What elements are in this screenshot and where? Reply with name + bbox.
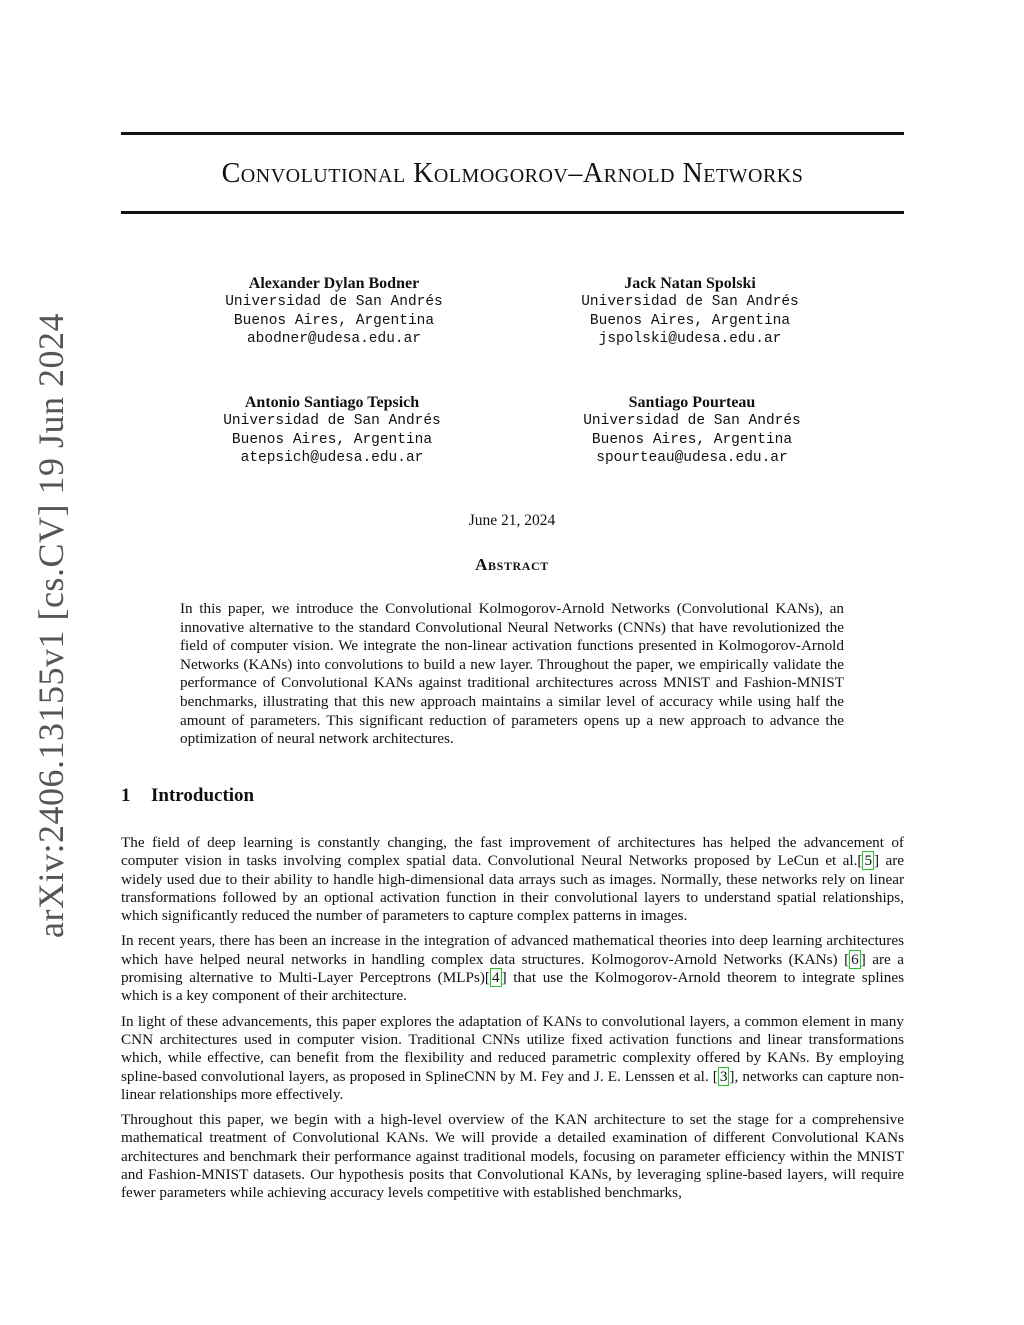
author-location: Buenos Aires, Argentina xyxy=(589,312,791,329)
text-run: are a promising alternative to Multi-Layer Perceptrons (MLPs) xyxy=(121,950,904,987)
author-name: Alexander Dylan Bodner xyxy=(248,275,420,292)
arxiv-sidebar-id: arXiv:2406.13155v1 [cs.CV] 19 Jun 2024 xyxy=(31,313,71,938)
abstract-heading: Abstract xyxy=(475,555,549,574)
author-block-4 xyxy=(542,393,842,468)
author-affiliation: Universidad de San Andrés xyxy=(223,413,441,429)
author-block-2 xyxy=(540,274,840,349)
author-affiliation: Universidad de San Andrés xyxy=(583,413,801,429)
text-run: In recent years, there has been an increase in the integration of advanced mathematical theories into deep learning architectures which have helped neural networks in handling complex data structures. Kolmogorov-Arnold Networks (KANs) xyxy=(121,932,904,968)
paragraph-2: In recent years, there has been an increase in the integration of advanced mathematical theories into deep learning architectures which have helped neural networks in handling complex data structures. Kolmogorov-Arnold Networks (KANs) [ 6 ] are a promising alternative to Multi-Layer Perceptrons (MLPs)[ 4 ] that use the Kolmogorov-Arnold theorem to integrate splines which is a key component of their architecture. xyxy=(121,932,904,1005)
paragraph-1: The field of deep learning is constantly changing, the fast improvement of architectures has helped the advancement of computer vision in tasks involving complex spatial data. Convolutional Neural Networks proposed by LeCun et al.[ 5 ] are widely used due to their ability to handle high-dimensional data arrays such as images. Normally, these networks rely on linear transformations followed by an optional activation function in their convolutional layers to understand spatial relationships, which significantly reduced the number of parameters to capture complex patterns in images. xyxy=(121,834,904,925)
author-name: Antonio Santiago Tepsich xyxy=(244,394,420,411)
author-location: Buenos Aires, Argentina xyxy=(231,431,433,448)
citation-link[interactable]: 3 xyxy=(719,1067,728,1085)
citation-link[interactable]: 6 xyxy=(851,950,859,968)
section-heading xyxy=(121,785,254,807)
author-affiliation: Universidad de San Andrés xyxy=(225,294,443,310)
author-block-1 xyxy=(184,274,484,349)
text-run: that use the Kolmogorov-Arnold theorem to integrate splines which is a key component of their architecture. xyxy=(121,969,904,1005)
paragraph-3: In light of these advancements, this paper explores the adaptation of KANs to convolutional layers, a common element in many CNN architectures used in computer vision. Traditional CNNs utilize fixed activation functions and linear transformations which, while effective, can benefit from the flexibility and reduced parametric complexity offered by KANs. By employing spline-based convolutional layers, as proposed in SplineCNN by M. Fey and J. E. Lenssen et al. [ 3 ], networks can capture non-linear relationships more effectively. xyxy=(121,1012,905,1103)
author-affiliation: Universidad de San Andrés xyxy=(581,294,799,310)
paper-title: Convolutional Kolmogorov–Arnold Networks xyxy=(221,158,804,189)
text-run: , networks can capture non-linear relationships more effectively. xyxy=(121,1067,905,1103)
author-name: Jack Natan Spolski xyxy=(624,275,756,292)
title-top-rule xyxy=(121,132,904,135)
text-run: The field of deep learning is constantly changing, the fast improvement of architectures has helped the advancement of computer vision in tasks involving complex spatial data. Convolutional Neural Networks proposed by LeCun et al. xyxy=(121,834,904,870)
author-name: Santiago Pourteau xyxy=(628,394,756,411)
section-number: 1 xyxy=(121,785,131,806)
author-email[interactable]: atepsich@udesa.edu.ar xyxy=(240,450,424,466)
paragraph-4 xyxy=(121,1111,904,1202)
author-email[interactable]: abodner@udesa.edu.ar xyxy=(246,331,422,347)
title-bottom-rule xyxy=(121,211,904,214)
introduction-body xyxy=(121,834,904,1210)
text-run: Throughout this paper, we begin with a high-level overview of the KAN architecture to set the stage for a comprehensive mathematical treatment of Convolutional KANs. We will provide a detailed examination of different Convolutional KANs architectures and benchmark their performance against traditional models, focusing on parameter efficiency within the MNIST and Fashion-MNIST datasets. Our hypothesis posits that Convolutional KANs, by leveraging spline-based layers, will require fewer parameters while achieving accuracy levels competitive with established benchmarks, xyxy=(121,1111,904,1202)
author-email[interactable]: jspolski@udesa.edu.ar xyxy=(598,331,782,347)
author-block-3 xyxy=(182,393,482,468)
author-email[interactable]: spourteau@udesa.edu.ar xyxy=(596,450,788,466)
abstract-text: In this paper, we introduce the Convolutional Kolmogorov-Arnold Networks (Convolutional KANs), an innovative alternative to the standard Convolutional Neural Networks (CNNs) that have revolutionized the field of computer vision. We integrate the non-linear activation functions presented in Kolmogorov-Arnold Networks (KANs) into convolutions to build a new layer. Throughout the paper, we empirically validate the performance of Convolutional KANs against traditional architectures across MNIST and Fashion-MNIST benchmarks, illustrating that this new approach maintains a similar level of accuracy while using half the amount of parameters. This significant reduction of parameters opens up a new approach to advance the optimization of neural network architectures. xyxy=(180,600,844,748)
text-run: are widely used due to their ability to handle high-dimensional data arrays such as images. Normally, these networks rely on linear transformations followed by an optional activation function in their convolutional layers to understand spatial relationships, which significantly reduced the number of parameters to capture complex patterns in images. xyxy=(121,852,904,925)
citation-link[interactable]: 4 xyxy=(491,969,500,987)
author-location: Buenos Aires, Argentina xyxy=(233,312,435,329)
citation-link[interactable]: 5 xyxy=(864,852,873,870)
paper-date: June 21, 2024 xyxy=(468,512,556,529)
section-title: Introduction xyxy=(151,785,255,806)
text-run: In light of these advancements, this paper explores the adaptation of KANs to convolutional layers, a common element in many CNN architectures used in computer vision. Traditional CNNs utilize fixed activation functions and linear transformations which, while effective, can benefit from the flexibility and reduced parametric complexity offered by KANs. By employing spline-based convolutional layers, as proposed in SplineCNN by M. Fey and J. E. Lenssen et al. xyxy=(121,1012,904,1085)
author-location: Buenos Aires, Argentina xyxy=(591,431,793,448)
